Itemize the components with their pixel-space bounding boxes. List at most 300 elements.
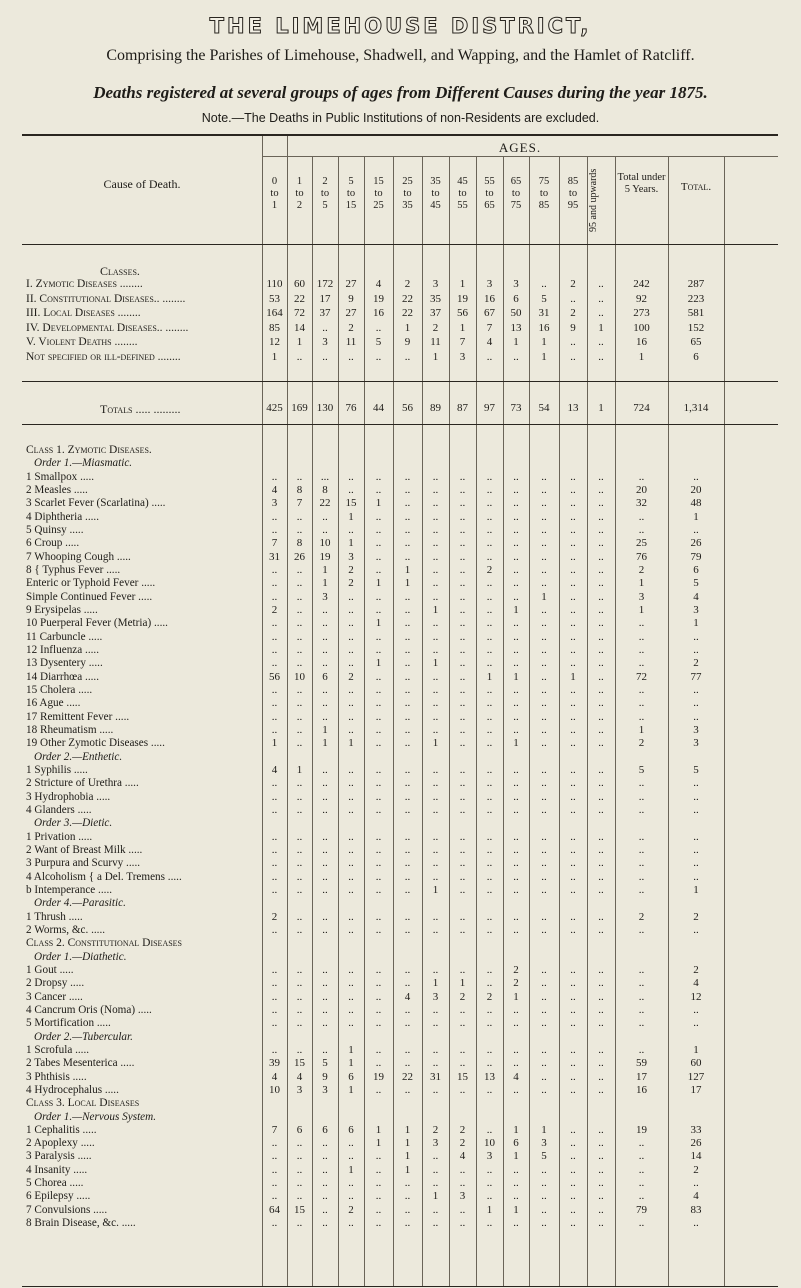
note: Note.—The Deaths in Public Institutions of non-Residents are excluded. (201, 111, 600, 125)
cause-label: 14 Diarrhœa ..... (26, 670, 100, 683)
cause-row-56-col-11: .. (570, 1190, 576, 1203)
cause-row-5-col-9: .. (513, 510, 519, 523)
cause-row-8-col-7: .. (459, 550, 466, 563)
cause-row-26-col-0: .. (271, 790, 278, 803)
column-header-0: 0 to 1 (270, 176, 279, 211)
totals-top-rule (22, 381, 778, 382)
totals-row-col-6: 89 (430, 402, 441, 414)
cause-row-58-col-13: .. (638, 1217, 645, 1230)
cause-label: 4 Diphtheria ..... (26, 510, 100, 523)
cause-row-12-col-9: 1 (513, 603, 519, 616)
cause-row-14-col-2: .. (322, 630, 328, 643)
cause-row-42-col-1: .. (296, 1003, 303, 1016)
cause-row-9-col-8: 2 (486, 563, 493, 576)
cause-row-39-col-0: .. (271, 963, 278, 976)
cause-row-53-col-14: 14 (690, 1150, 702, 1163)
class-row-2-col-12: .. (598, 307, 604, 320)
cause-row-55-col-9: .. (513, 1177, 519, 1190)
cause-row-4-col-6: .. (432, 497, 439, 510)
cause-row-16-col-3: .. (348, 657, 354, 670)
cause-row-2-col-9: .. (513, 470, 519, 483)
cause-label: 8 Brain Disease, &c. ..... (26, 1217, 136, 1230)
cause-row-31-col-0: .. (271, 857, 278, 870)
class-row-2-col-14: 581 (687, 307, 705, 320)
cause-row-9-col-0: .. (271, 563, 278, 576)
totals-row-col-5: 56 (402, 402, 413, 414)
class-row-0-col-13: 242 (633, 278, 650, 290)
cause-row-2-col-13: .. (638, 470, 645, 483)
cause-row-5-col-10: .. (541, 510, 547, 523)
cause-row-29-col-10: .. (541, 830, 547, 843)
cause-row-11-col-5: .. (404, 590, 411, 603)
cause-row-21-col-12: .. (598, 723, 604, 736)
cause-row-22-col-12: .. (598, 737, 604, 750)
cause-row-12-col-11: .. (570, 603, 576, 616)
cause-row-42-col-3: .. (348, 1003, 354, 1016)
cause-row-20-col-0: .. (271, 710, 278, 723)
cause-row-7-col-13: 25 (636, 537, 647, 550)
cause-row-10-col-11: .. (570, 577, 576, 590)
cause-row-26-col-5: .. (404, 790, 411, 803)
cause-row-19-col-4: .. (375, 697, 382, 710)
cause-row-58-col-12: .. (598, 1217, 604, 1230)
cause-row-48-col-1: 3 (296, 1083, 303, 1096)
cause-row-5-col-1: .. (296, 510, 303, 523)
totals-row-col-1: 169 (291, 402, 308, 414)
cause-row-43-col-8: .. (486, 1017, 493, 1030)
class-row-2-col-7: 56 (457, 307, 468, 320)
cause-row-57-col-14: 83 (690, 1203, 702, 1216)
class-row-5-col-5: .. (404, 351, 411, 363)
cause-row-12-col-6: 1 (432, 603, 439, 616)
cause-row-54-col-13: .. (638, 1163, 645, 1176)
cause-row-36-col-6: .. (432, 923, 439, 936)
cause-row-58-col-14: .. (693, 1217, 699, 1230)
cause-row-48-col-4: .. (375, 1083, 382, 1096)
class-row-3-col-1: 14 (294, 321, 305, 334)
totals-row-col-13: 724 (633, 402, 650, 414)
cause-row-9-col-9: .. (513, 563, 519, 576)
cause-row-5-col-0: .. (271, 510, 278, 523)
cause-row-43-col-11: .. (570, 1017, 576, 1030)
class-row-label: II. Constitutional Diseases.. ........ (26, 292, 186, 305)
cause-row-10-col-3: 2 (348, 577, 354, 590)
cause-row-51-col-5: 1 (404, 1123, 411, 1136)
cause-row-14-col-12: .. (598, 630, 604, 643)
cause-row-43-col-9: .. (513, 1017, 519, 1030)
cause-row-41-col-3: .. (348, 990, 354, 1003)
cause-row-6-col-13: .. (638, 523, 645, 536)
cause-row-15-col-13: .. (638, 643, 645, 656)
cause-row-41-col-7: 2 (459, 990, 466, 1003)
cause-row-15-col-10: .. (541, 643, 547, 656)
cause-row-39-col-9: 2 (513, 963, 519, 976)
mortality-table (22, 134, 778, 1287)
cause-row-45-col-3: 1 (348, 1043, 354, 1056)
column-header-3: 5 to 15 (345, 176, 357, 211)
cause-row-51-col-10: 1 (541, 1123, 547, 1136)
cause-row-33-col-10: .. (541, 883, 547, 896)
cause-row-40-col-1: .. (296, 977, 303, 990)
cause-row-12-col-12: .. (598, 603, 604, 616)
cause-row-24-col-9: .. (513, 763, 519, 776)
cause-row-42-col-5: .. (404, 1003, 411, 1016)
cause-row-36-col-4: .. (375, 923, 382, 936)
cause-row-2-col-1: .. (296, 470, 303, 483)
cause-row-52-col-8: 10 (484, 1137, 495, 1150)
cause-row-26-col-7: .. (459, 790, 466, 803)
cause-row-21-col-14: 3 (693, 723, 699, 736)
cause-label: 18 Rheumatism ..... (26, 723, 114, 736)
cause-row-21-col-2: 1 (322, 723, 328, 736)
cause-row-21-col-4: .. (375, 723, 382, 736)
cause-row-48-col-9: .. (513, 1083, 519, 1096)
cause-row-56-col-10: .. (541, 1190, 547, 1203)
cause-row-2-col-7: .. (459, 470, 466, 483)
cause-row-42-col-0: .. (271, 1003, 278, 1016)
class-row-2-col-0: 164 (266, 307, 283, 320)
cause-row-47-col-0: 4 (271, 1070, 278, 1083)
cause-row-21-col-9: .. (513, 723, 519, 736)
cause-row-8-col-9: .. (513, 550, 519, 563)
class-row-label: IV. Developmental Diseases.. ........ (26, 321, 189, 334)
class-row-1-col-12: .. (598, 292, 604, 305)
cause-label: 1 Cephalitis ..... (26, 1123, 97, 1136)
cause-row-31-col-9: .. (513, 857, 519, 870)
cause-row-35-col-8: .. (486, 910, 493, 923)
cause-row-24-col-6: .. (432, 763, 439, 776)
cause-row-30-col-3: .. (348, 843, 354, 856)
cause-row-47-col-5: 22 (402, 1070, 413, 1083)
cause-row-29-col-4: .. (375, 830, 382, 843)
cause-row-40-col-8: .. (486, 977, 493, 990)
cause-row-4-col-7: .. (459, 497, 466, 510)
cause-row-47-col-2: 9 (322, 1070, 328, 1083)
order-heading: Order 1.—Diathetic. (34, 950, 127, 963)
totals-row-col-2: 130 (316, 402, 334, 414)
cause-row-56-col-2: .. (322, 1190, 328, 1203)
column-header-9: 65 to 75 (510, 176, 522, 211)
cause-row-8-col-1: 26 (294, 550, 305, 563)
cause-row-32-col-11: .. (570, 870, 576, 883)
cause-label: 2 Stricture of Urethra ..... (26, 777, 139, 790)
cause-row-46-col-1: 15 (294, 1057, 305, 1070)
cause-row-45-col-10: .. (541, 1043, 547, 1056)
cause-row-27-col-7: .. (459, 803, 466, 816)
cause-label: 2 Apoplexy ..... (26, 1137, 95, 1150)
cause-label: 3 Paralysis ..... (26, 1150, 92, 1163)
cause-row-22-col-8: .. (486, 737, 493, 750)
cause-row-57-col-11: .. (570, 1203, 576, 1216)
cause-row-5-col-11: .. (570, 510, 576, 523)
cause-row-14-col-7: .. (459, 630, 466, 643)
cause-row-47-col-9: 4 (513, 1070, 519, 1083)
cause-row-24-col-8: .. (486, 763, 493, 776)
cause-label: 3 Purpura and Scurvy ..... (26, 857, 141, 870)
cause-row-17-col-13: 72 (636, 670, 647, 683)
column-header-6: 35 to 45 (430, 176, 441, 211)
cause-row-21-col-3: .. (348, 723, 354, 736)
cause-row-35-col-1: .. (296, 910, 303, 923)
cause-row-40-col-5: .. (404, 977, 411, 990)
cause-row-35-col-12: .. (598, 910, 604, 923)
totals-row-col-9: 73 (510, 402, 522, 414)
cause-row-18-col-13: .. (638, 683, 645, 696)
cause-label: Simple Continued Fever ..... (26, 590, 153, 603)
cause-row-15-col-11: .. (570, 643, 576, 656)
class-row-2-col-3: 27 (345, 307, 357, 320)
cause-row-12-col-0: 2 (271, 603, 278, 616)
cause-row-58-col-10: .. (541, 1217, 547, 1230)
cause-row-26-col-13: .. (638, 790, 645, 803)
district-title: THE LIMEHOUSE DISTRICT, (209, 14, 592, 38)
cause-row-46-col-7: .. (459, 1057, 466, 1070)
cause-row-40-col-14: 4 (693, 977, 699, 990)
class-row-4-col-1: 1 (296, 336, 303, 349)
cause-row-55-col-5: .. (404, 1177, 411, 1190)
order-heading: Order 3.—Dietic. (34, 817, 113, 830)
cause-row-33-col-3: .. (348, 883, 354, 896)
cause-row-54-col-2: .. (322, 1163, 328, 1176)
cause-row-3-col-12: .. (598, 483, 604, 496)
cause-row-20-col-8: .. (486, 710, 493, 723)
cause-row-39-col-12: .. (598, 963, 604, 976)
cause-row-42-col-10: .. (541, 1003, 547, 1016)
cause-label: 19 Other Zymotic Diseases ..... (26, 737, 165, 750)
class-row-3-col-12: 1 (598, 321, 604, 334)
totals-row-col-7: 87 (457, 402, 468, 414)
cause-row-8-col-6: .. (432, 550, 439, 563)
cause-row-18-col-2: .. (322, 683, 328, 696)
cause-row-4-col-13: 32 (636, 497, 647, 510)
cause-row-52-col-2: .. (322, 1137, 328, 1150)
cause-row-5-col-2: .. (322, 510, 328, 523)
class-row-5-col-9: .. (513, 351, 519, 363)
cause-row-3-col-4: .. (375, 483, 382, 496)
cause-row-24-col-14: 5 (693, 763, 699, 776)
cause-row-6-col-12: .. (598, 523, 604, 536)
cause-row-55-col-11: .. (570, 1177, 576, 1190)
cause-row-30-col-12: .. (598, 843, 604, 856)
cause-row-3-col-0: 4 (271, 483, 278, 496)
cause-row-30-col-9: .. (513, 843, 519, 856)
cause-row-56-col-5: .. (404, 1190, 411, 1203)
cause-row-56-col-8: .. (486, 1190, 493, 1203)
class-row-3-col-7: 1 (459, 321, 466, 334)
cause-row-17-col-9: 1 (513, 670, 519, 683)
cause-row-45-col-4: .. (375, 1043, 382, 1056)
class-row-3-col-14: 152 (687, 321, 705, 334)
cause-row-10-col-9: .. (513, 577, 519, 590)
cause-row-54-col-1: .. (296, 1163, 303, 1176)
cause-row-18-col-1: .. (296, 683, 303, 696)
cause-row-29-col-7: .. (459, 830, 466, 843)
cause-row-25-col-1: .. (296, 777, 303, 790)
cause-row-54-col-7: .. (459, 1163, 466, 1176)
cause-row-36-col-8: .. (486, 923, 493, 936)
cause-row-51-col-13: 19 (636, 1123, 647, 1136)
class-row-label: I. Zymotic Diseases ........ (26, 278, 143, 290)
class-row-0-col-5: 2 (404, 278, 411, 290)
cause-row-29-col-5: .. (404, 830, 411, 843)
cause-row-51-col-6: 2 (432, 1123, 439, 1136)
cause-row-8-col-4: .. (375, 550, 382, 563)
cause-row-12-col-2: .. (322, 603, 328, 616)
cause-row-26-col-11: .. (570, 790, 576, 803)
cause-row-18-col-5: .. (404, 683, 411, 696)
cause-row-11-col-9: .. (513, 590, 519, 603)
cause-row-43-col-14: .. (693, 1017, 699, 1030)
cause-row-17-col-14: 77 (690, 670, 702, 683)
cause-row-29-col-14: .. (693, 830, 699, 843)
cause-row-48-col-14: 17 (690, 1083, 702, 1096)
cause-row-46-col-10: .. (541, 1057, 547, 1070)
cause-row-2-col-14: .. (693, 470, 699, 483)
column-header-11: 85 to 95 (567, 176, 579, 211)
cause-row-9-col-13: 2 (638, 563, 645, 576)
class-row-1-col-9: 6 (513, 292, 519, 305)
cause-row-12-col-8: .. (486, 603, 493, 616)
cause-row-17-col-8: 1 (486, 670, 493, 683)
cause-row-57-col-3: 2 (348, 1203, 354, 1216)
class-row-0-col-0: 110 (266, 278, 283, 290)
cause-row-43-col-6: .. (432, 1017, 439, 1030)
cause-row-10-col-10: .. (541, 577, 547, 590)
cause-row-24-col-2: .. (322, 763, 328, 776)
cause-row-29-col-11: .. (570, 830, 576, 843)
cause-row-42-col-2: .. (322, 1003, 328, 1016)
cause-row-54-col-9: .. (513, 1163, 519, 1176)
ages-header: AGES. (498, 140, 542, 155)
cause-row-46-col-12: .. (598, 1057, 604, 1070)
cause-row-42-col-11: .. (570, 1003, 576, 1016)
cause-row-5-col-6: .. (432, 510, 439, 523)
cause-row-14-col-11: .. (570, 630, 576, 643)
cause-row-33-col-6: 1 (432, 883, 439, 896)
cause-row-35-col-6: .. (432, 910, 439, 923)
cause-row-31-col-10: .. (541, 857, 547, 870)
cause-label: 5 Quinsy ..... (26, 523, 84, 536)
class-row-0-col-9: 3 (513, 278, 519, 290)
cause-row-14-col-14: .. (693, 630, 699, 643)
cause-row-56-col-9: .. (513, 1190, 519, 1203)
class-row-3-col-9: 13 (510, 321, 522, 334)
cause-row-6-col-7: .. (459, 523, 466, 536)
class-row-4-col-7: 7 (459, 336, 466, 349)
cause-row-7-col-9: .. (513, 537, 519, 550)
cause-label: 7 Convulsions ..... (26, 1203, 108, 1216)
cause-row-21-col-13: 1 (638, 723, 645, 736)
cause-row-31-col-1: .. (296, 857, 303, 870)
column-header-2: 2 to 5 (320, 176, 330, 211)
totals-bottom-rule (22, 424, 778, 425)
class-row-0-col-4: 4 (375, 278, 382, 290)
cause-row-45-col-0: .. (271, 1043, 278, 1056)
cause-row-19-col-10: .. (541, 697, 547, 710)
cause-row-40-col-13: .. (638, 977, 645, 990)
cause-row-43-col-1: .. (296, 1017, 303, 1030)
cause-row-46-col-11: .. (570, 1057, 576, 1070)
class-row-5-col-4: .. (375, 351, 382, 363)
cause-row-13-col-1: .. (296, 617, 303, 630)
cause-row-24-col-5: .. (404, 763, 411, 776)
cause-row-30-col-13: .. (638, 843, 645, 856)
cause-row-11-col-8: .. (486, 590, 493, 603)
cause-row-52-col-5: 1 (404, 1137, 411, 1150)
cause-row-35-col-9: .. (513, 910, 519, 923)
cause-row-11-col-3: .. (348, 590, 354, 603)
cause-row-33-col-9: .. (513, 883, 519, 896)
cause-row-26-col-14: .. (693, 790, 699, 803)
cause-row-58-col-11: .. (570, 1217, 576, 1230)
cause-row-9-col-4: .. (375, 563, 382, 576)
cause-row-31-col-7: .. (459, 857, 466, 870)
cause-row-4-col-0: 3 (271, 497, 278, 510)
class-row-0-col-2: 172 (316, 278, 334, 290)
cause-row-19-col-12: .. (598, 697, 604, 710)
cause-row-16-col-7: .. (459, 657, 466, 670)
cause-row-53-col-12: .. (598, 1150, 604, 1163)
cause-row-22-col-13: 2 (638, 737, 645, 750)
cause-row-22-col-10: .. (541, 737, 547, 750)
cause-row-35-col-13: 2 (638, 910, 645, 923)
cause-row-17-col-12: .. (598, 670, 604, 683)
cause-row-19-col-1: .. (296, 697, 303, 710)
cause-row-16-col-9: .. (513, 657, 519, 670)
class-row-1-col-14: 223 (687, 292, 705, 305)
cause-row-7-col-5: .. (404, 537, 411, 550)
cause-row-51-col-8: .. (486, 1123, 493, 1136)
cause-row-55-col-2: .. (322, 1177, 328, 1190)
cause-row-35-col-3: .. (348, 910, 354, 923)
cause-row-21-col-1: .. (296, 723, 303, 736)
cause-row-51-col-12: .. (598, 1123, 604, 1136)
cause-row-54-col-5: 1 (404, 1163, 411, 1176)
cause-row-10-col-1: .. (296, 577, 303, 590)
class-row-1-col-6: 35 (430, 292, 441, 305)
cause-row-47-col-12: .. (598, 1070, 604, 1083)
cause-row-3-col-14: 20 (690, 483, 702, 496)
cause-row-46-col-14: 60 (690, 1057, 702, 1070)
cause-row-45-col-13: .. (638, 1043, 645, 1056)
cause-row-24-col-10: .. (541, 763, 547, 776)
cause-row-39-col-7: .. (459, 963, 466, 976)
cause-row-33-col-11: .. (570, 883, 576, 896)
cause-row-13-col-6: .. (432, 617, 439, 630)
cause-label: 15 Cholera ..... (26, 683, 93, 696)
class-row-4-col-4: 5 (375, 336, 382, 349)
class-row-4-col-12: .. (598, 336, 604, 349)
cause-row-48-col-10: .. (541, 1083, 547, 1096)
cause-row-56-col-12: .. (598, 1190, 604, 1203)
cause-row-45-col-8: .. (486, 1043, 493, 1056)
cause-row-8-col-14: 79 (690, 550, 702, 563)
cause-row-48-col-7: .. (459, 1083, 466, 1096)
cause-label: 3 Scarlet Fever (Scarlatina) ..... (26, 497, 166, 510)
cause-row-18-col-12: .. (598, 683, 604, 696)
cause-row-5-col-3: 1 (348, 510, 354, 523)
cause-row-15-col-8: .. (486, 643, 493, 656)
order-heading: Order 2.—Enthetic. (34, 750, 123, 763)
cause-row-32-col-5: .. (404, 870, 411, 883)
cause-row-3-col-11: .. (570, 483, 576, 496)
cause-row-53-col-11: .. (570, 1150, 576, 1163)
deaths-title: Deaths registered at several groups of ages from Different Causes during the year 1875. (93, 83, 708, 102)
cause-row-16-col-6: 1 (432, 657, 439, 670)
cause-row-19-col-11: .. (570, 697, 576, 710)
class-row-2-col-2: 37 (319, 307, 331, 320)
cause-row-33-col-8: .. (486, 883, 493, 896)
